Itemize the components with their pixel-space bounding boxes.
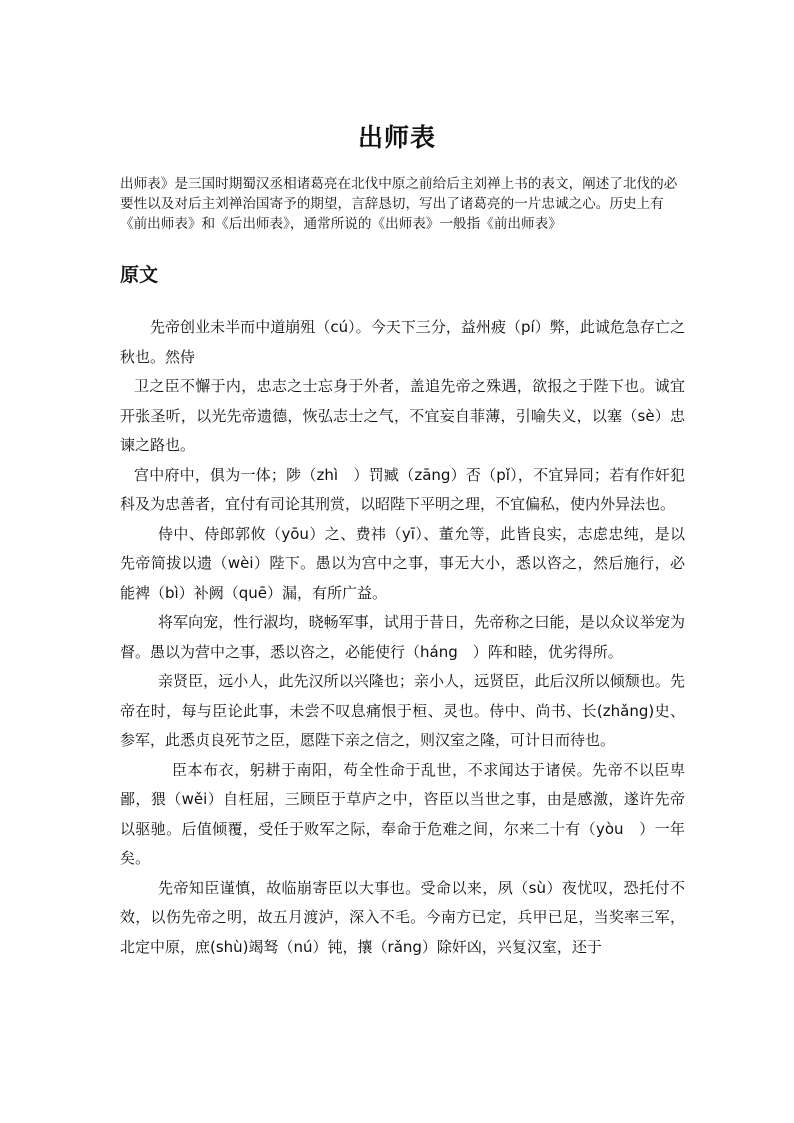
page-title: 出师表 bbox=[357, 123, 436, 152]
text-paragraph: 侍中、侍郎郭攸（yōu）之、费祎（yī）、董允等，此皆良实，志虑忠纯，是以先帝简拔以遗（wèi）陛下。愚以为宫中之事，事无大小，悉以咨之，然后施行，必能裨（bì）补阙（quē）漏，有所广益。 bbox=[120, 524, 685, 602]
text-paragraph: 宫中府中，俱为一体；陟（zhì ）罚臧（zāng）否（pǐ），不宜异同；若有作奸犯科及为忠善者，宜付有司论其刑赏，以昭陛下平明之理，不宜偏私，使内外异法也。 bbox=[120, 465, 685, 513]
text-paragraph: 亲贤臣，远小人，此先汉所以兴隆也；亲小人，远贤臣，此后汉所以倾颓也。先帝在时，每与臣论此事，未尝不叹息痛恨于桓、灵也。侍中、尚书、长(zhǎng)史、参军，此悉贞良死节之臣，愿陛下亲之信之，则汉室之隆，可计日而待也。 bbox=[120, 672, 685, 749]
intro-text: 出师表》是三国时期蜀汉丞相诸葛亮在北伐中原之前给后主刘禅上书的表文，阐述了北伐的必要性以及对后主刘禅治国寄予的期望，言辞恳切，写出了诸葛亮的一片忠诚之心。历史上有《前出师表》和《后出师表》，通常所说的《出师表》一般指《前出师表》 bbox=[120, 176, 678, 232]
text-paragraph: 先帝创业未半而中道崩殂（cú）。今天下三分，益州疲（pí）弊，此诚危急存亡之秋也。然侍 bbox=[120, 318, 685, 366]
text-paragraph: 将军向宠，性行淑均，晓畅军事，试用于昔日，先帝称之曰能，是以众议举宠为督。愚以为营中之事，悉以咨之，必能使行（háng ）阵和睦，优劣得所。 bbox=[120, 613, 685, 661]
section-heading: 原文 bbox=[120, 264, 159, 286]
text-paragraph: 卫之臣不懈于内，忠志之士忘身于外者，盖追先帝之殊遇，欲报之于陛下也。诚宜开张圣听，以光先帝遗德，恢弘志士之气，不宜妄自菲薄，引喻失义，以塞（sè）忠谏之路也。 bbox=[120, 377, 685, 454]
text-paragraph: 臣本布衣，躬耕于南阳，苟全性命于乱世，不求闻达于诸侯。先帝不以臣卑鄙，猥（wěi）自枉屈，三顾臣于草庐之中，咨臣以当世之事，由是感激，遂许先帝以驱驰。后值倾覆，受任于败军之际，奉命于危难之间，尔来二十有（yòu ）一年矣。 bbox=[120, 760, 685, 867]
intro-paragraph bbox=[120, 174, 680, 234]
original-text-body bbox=[120, 313, 685, 962]
text-paragraph: 先帝知臣谨慎，故临崩寄臣以大事也。受命以来，夙（sù）夜忧叹，恐托付不效，以伤先帝之明，故五月渡泸，深入不毛。今南方已定，兵甲已足，当奖率三军，北定中原，庶(shù)竭驽（nú）钝，攘（rǎng）除奸凶，兴复汉室，还于 bbox=[120, 878, 685, 956]
